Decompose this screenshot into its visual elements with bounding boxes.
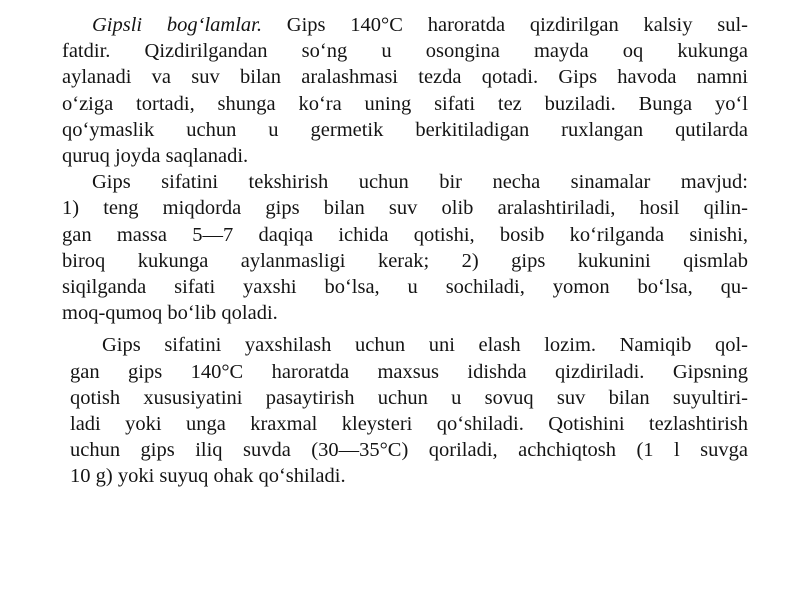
section-lead-heading: Gipsli bog‘lamlar. — [92, 14, 263, 36]
paragraph-quality-tests — [62, 169, 748, 326]
text-line: Gips sifatini tekshirish uchun bir necha sinamalar mavjud: — [92, 171, 748, 194]
text-line: biroq kukunga aylanmasligi kerak; 2) gips kukunini qismlab — [62, 249, 748, 272]
text-line: gan gips 140°C haroratda maxsus idishda qizdiriladi. Gipsning — [70, 360, 748, 383]
text-line: ladi yoki unga kraxmal kleysteri qo‘shiladi. Qotishini tezlashtirish — [70, 413, 748, 436]
text-line: gan massa 5—7 daqiqa ichida qotishi, bosib ko‘rilganda sinishi, — [62, 223, 748, 246]
text-line: moq-qumoq bo‘lib qoladi. — [62, 302, 278, 325]
text-line: siqilganda sifati yaxshi bo‘lsa, u sochiladi, yomon bo‘lsa, qu- — [62, 276, 748, 299]
text-line: 10 g) yoki suyuq ohak qo‘shiladi. — [70, 465, 346, 488]
text-line: qo‘ymaslik uchun u germetik berkitiladigan ruxlangan qutilarda — [62, 118, 748, 141]
paragraph-gypsum-binders — [62, 12, 748, 169]
text-line: o‘ziga tortadi, shunga ko‘ra uning sifati tez buziladi. Bunga yo‘l — [62, 92, 748, 115]
text-line: Gipsli bog‘lamlar. Gips 140°C haroratda qizdirilgan kalsiy sul- — [92, 14, 748, 36]
text-line: uchun gips iliq suvda (30—35°C) qoriladi, achchiqtosh (1 l suvga — [70, 439, 748, 462]
text-line: quruq joyda saqlanadi. — [62, 145, 249, 168]
text-line: qotish xususiyatini pasaytirish uchun u sovuq suv bilan suyultiri- — [70, 386, 748, 409]
document-page — [62, 12, 748, 490]
text-line: Gips sifatini yaxshilash uchun uni elash lozim. Namiqib qol- — [102, 334, 748, 357]
text-line: fatdir. Qizdirilgandan so‘ng u osongina mayda oq kukunga — [62, 40, 748, 63]
text-line: aylanadi va suv bilan aralashmasi tezda qotadi. Gips havoda namni — [62, 66, 748, 89]
text-line: 1) teng miqdorda gips bilan suv olib aralashtiriladi, hosil qilin- — [62, 197, 748, 220]
paragraph-quality-improvement — [62, 332, 748, 489]
